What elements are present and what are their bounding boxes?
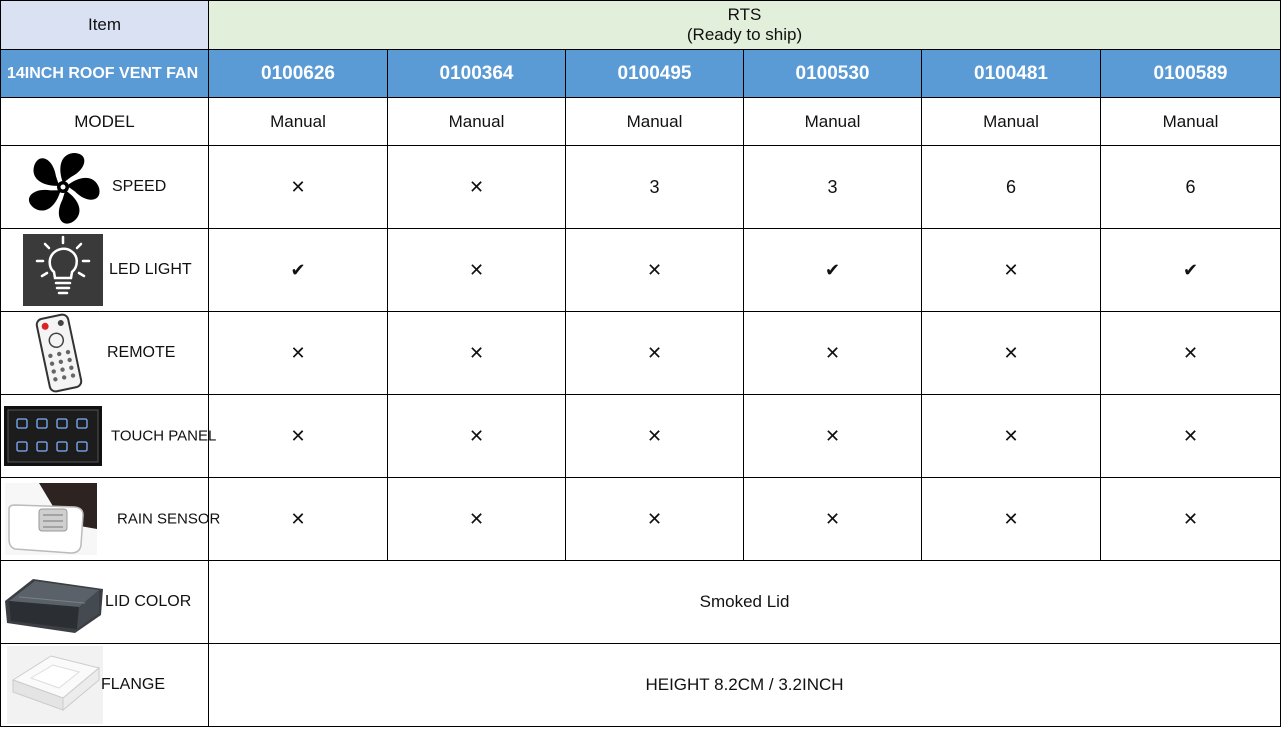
led-cell: ✔: [209, 229, 388, 312]
rts-subtitle: (Ready to ship): [686, 25, 803, 44]
flange-value: HEIGHT 8.2CM / 3.2INCH: [209, 644, 1281, 727]
model-cell: Manual: [388, 98, 566, 146]
model-number: 0100530: [744, 50, 922, 98]
speed-cell: 3: [566, 146, 744, 229]
row-label-rain: [1, 478, 221, 561]
remote-cell: ✕: [209, 312, 388, 395]
product-title: 14INCH ROOF VENT FAN: [1, 50, 209, 98]
touch-cell: ✕: [922, 395, 1101, 478]
speed-cell: 3: [744, 146, 922, 229]
fan-icon: [25, 149, 101, 225]
rain-cell: ✕: [209, 478, 388, 561]
model-number: 0100495: [566, 50, 744, 98]
row-label-text: TOUCH PANEL: [111, 427, 217, 445]
touch-panel-icon: [4, 406, 102, 466]
rts-header: [209, 1, 1281, 50]
model-cell: Manual: [1101, 98, 1281, 146]
row-label-touch: [1, 395, 217, 478]
smoked-lid-icon: [3, 567, 107, 637]
model-number: 0100626: [209, 50, 388, 98]
remote-cell: ✕: [1101, 312, 1281, 395]
rain-cell: ✕: [1101, 478, 1281, 561]
rain-cell: ✕: [388, 478, 566, 561]
touch-cell: ✕: [1101, 395, 1281, 478]
remote-cell: ✕: [922, 312, 1101, 395]
speed-cell: ✕: [209, 146, 388, 229]
led-cell: ✕: [388, 229, 566, 312]
model-cell: Manual: [922, 98, 1101, 146]
flange-icon: [7, 646, 103, 724]
rain-cell: ✕: [566, 478, 744, 561]
rain-sensor-icon: [5, 483, 97, 555]
row-label-text: FLANGE: [101, 676, 166, 693]
row-label-led: [1, 229, 209, 312]
light-bulb-icon: [23, 234, 103, 306]
row-label-text: SPEED: [112, 178, 167, 195]
row-label-text: LED LIGHT: [109, 261, 192, 278]
row-label-text: RAIN SENSOR: [117, 510, 221, 528]
remote-cell: ✕: [744, 312, 922, 395]
speed-cell: 6: [922, 146, 1101, 229]
row-label-speed: [1, 146, 209, 229]
speed-cell: ✕: [388, 146, 566, 229]
row-label-remote: [1, 312, 209, 395]
touch-cell: ✕: [566, 395, 744, 478]
lid-color-value: Smoked Lid: [209, 561, 1281, 644]
model-cell: Manual: [209, 98, 388, 146]
row-label-lid: [1, 561, 209, 644]
rts-title: RTS: [727, 5, 762, 24]
remote-cell: ✕: [388, 312, 566, 395]
remote-cell: ✕: [566, 312, 744, 395]
led-cell: ✔: [1101, 229, 1281, 312]
remote-control-icon: [31, 314, 87, 392]
rain-cell: ✕: [744, 478, 922, 561]
led-cell: ✕: [566, 229, 744, 312]
led-cell: ✔: [744, 229, 922, 312]
touch-cell: ✕: [744, 395, 922, 478]
item-header: Item: [1, 1, 209, 50]
row-label-text: LID COLOR: [105, 593, 192, 610]
model-number: 0100481: [922, 50, 1101, 98]
model-cell: Manual: [744, 98, 922, 146]
row-label-model: MODEL: [1, 98, 209, 146]
model-number: 0100589: [1101, 50, 1281, 98]
touch-cell: ✕: [209, 395, 388, 478]
led-cell: ✕: [922, 229, 1101, 312]
rain-cell: ✕: [922, 478, 1101, 561]
model-number: 0100364: [388, 50, 566, 98]
row-label-flange: [1, 644, 209, 727]
speed-cell: 6: [1101, 146, 1281, 229]
model-cell: Manual: [566, 98, 744, 146]
touch-cell: ✕: [388, 395, 566, 478]
row-label-text: REMOTE: [107, 344, 176, 361]
